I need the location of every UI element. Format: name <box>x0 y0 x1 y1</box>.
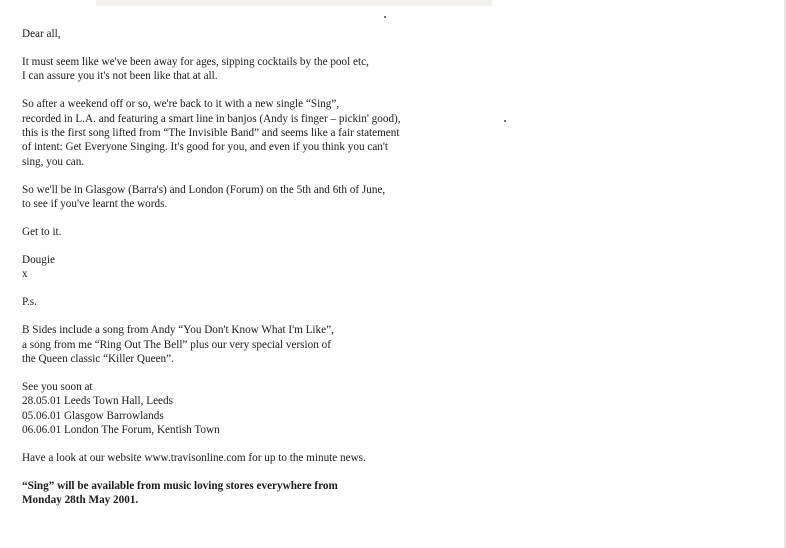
text-line: this is the first song lifted from “The Invisible Band” and seems like a fair statement <box>22 127 400 140</box>
tour-dates <box>22 380 582 438</box>
signature <box>22 253 582 282</box>
text-line: Monday 28th May 2001. <box>22 494 139 507</box>
text-line: So after a weekend off or so, we're back to it with a new single “Sing”, <box>22 98 340 111</box>
text-line: to see if you've learnt the words. <box>22 198 168 211</box>
text-line: the Queen classic “Killer Queen”. <box>22 353 174 365</box>
text-line: “Sing” will be available from music loving stores everywhere from <box>22 479 338 492</box>
letter-body <box>22 27 582 508</box>
text-line: sing, you can. <box>22 155 85 168</box>
paragraph-get-to-it: Get to it. <box>22 226 62 239</box>
scan-speck <box>384 16 386 18</box>
text-line: a song from me “Ring Out The Bell” plus our very special version of <box>22 338 331 351</box>
paragraph-website: Have a look at our website www.travisonline.com for up to the minute news. <box>22 452 366 465</box>
text-line: recorded in L.A. and featuring a smart line in banjos (Andy is finger – pickin' good), <box>22 112 401 125</box>
paragraph-b-sides <box>22 323 582 366</box>
tour-date-row: 28.05.01 Leeds Town Hall, Leeds <box>22 395 173 408</box>
ps-label: P.s. <box>22 296 37 309</box>
tour-intro: See you soon at <box>22 380 93 393</box>
paragraph-new-single <box>22 97 582 169</box>
tour-date-row: 06.06.01 London The Forum, Kentish Town <box>22 424 220 437</box>
salutation: Dear all, <box>22 28 61 40</box>
tour-date-row: 05.06.01 Glasgow Barrowlands <box>22 409 164 422</box>
signature-name: Dougie <box>22 253 55 266</box>
text-line: B Sides include a song from Andy “You Don't Know What I'm Like”, <box>22 324 334 337</box>
text-line: It must seem like we've been away for ages, sipping cocktails by the pool etc, <box>22 55 369 68</box>
paragraph-intro <box>22 55 582 84</box>
signature-kiss: x <box>22 268 28 281</box>
text-line: I can assure you it's not been like that at all. <box>22 70 218 83</box>
paragraph-gigs <box>22 183 582 212</box>
text-line: So we'll be in Glasgow (Barra's) and London (Forum) on the 5th and 6th of June, <box>22 183 386 196</box>
scan-top-strip <box>96 0 492 6</box>
closing-announcement <box>22 479 582 508</box>
text-line: of intent: Get Everyone Singing. It's good for you, and even if you think you can't <box>22 141 389 154</box>
